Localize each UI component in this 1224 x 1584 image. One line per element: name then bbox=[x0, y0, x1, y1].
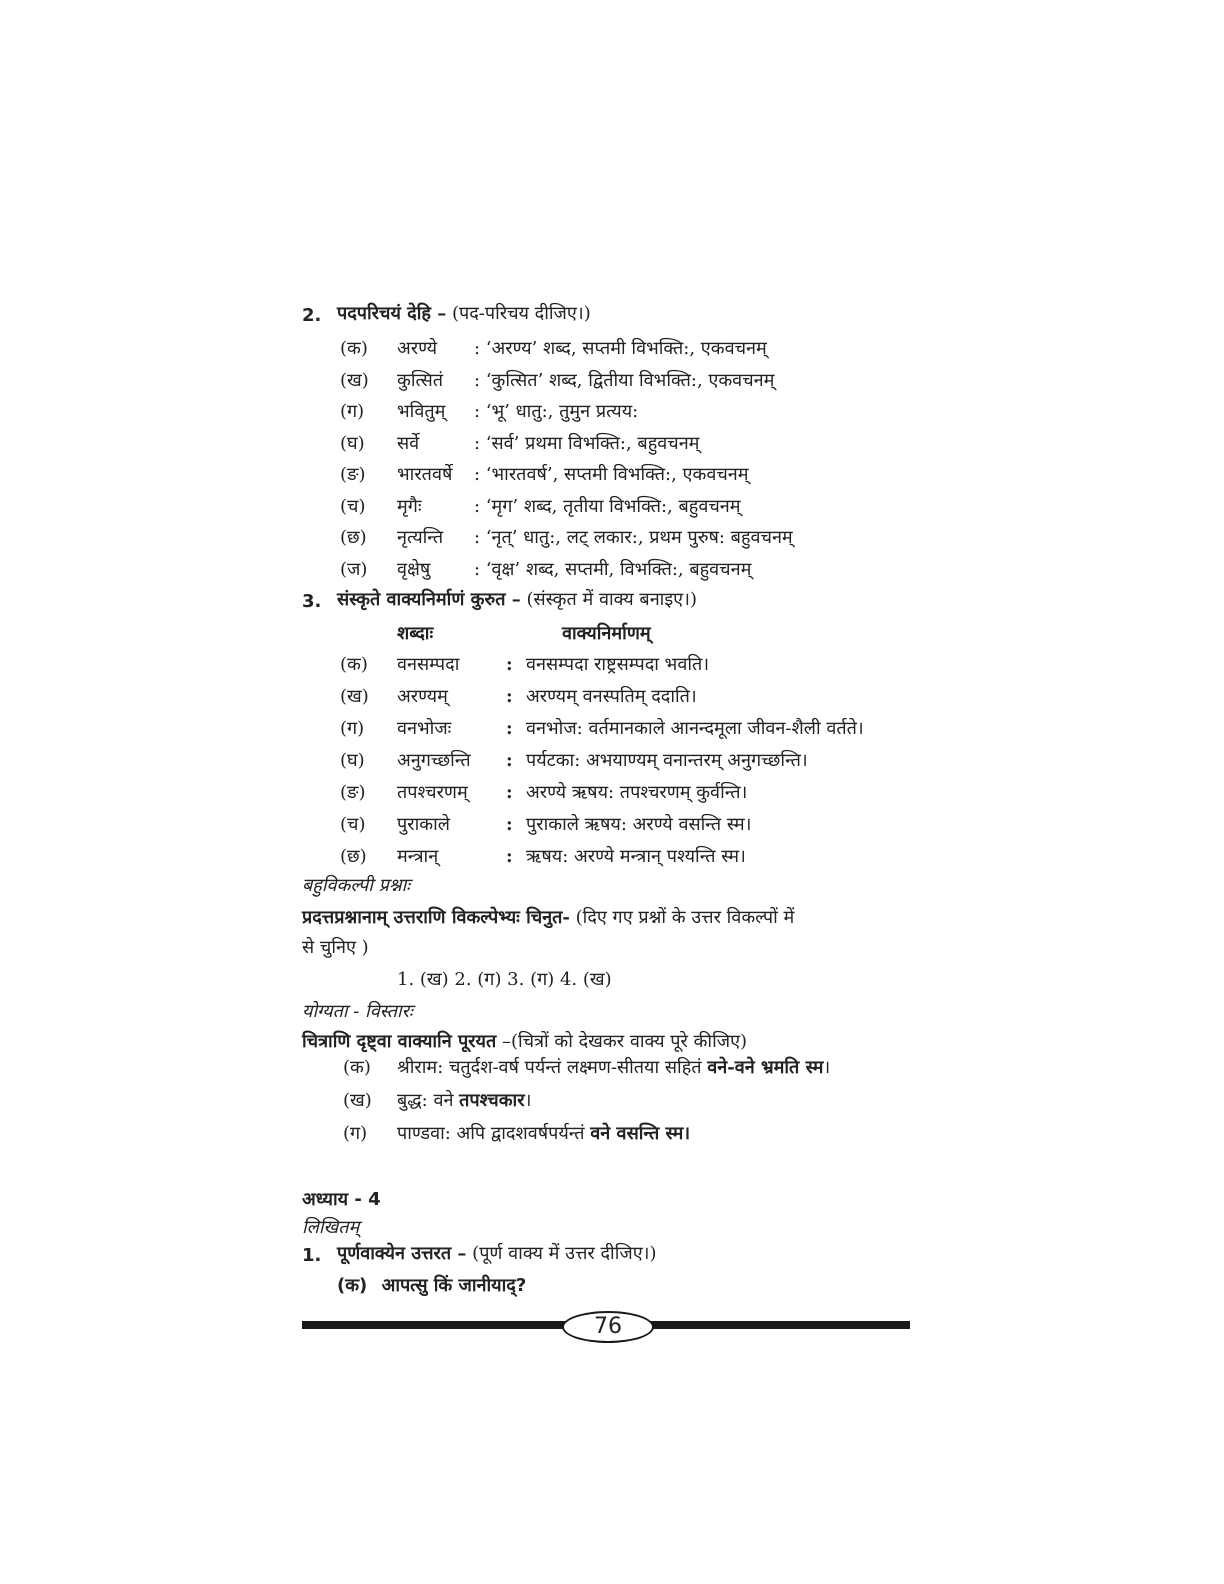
list-item-colon: : bbox=[506, 750, 513, 771]
list-item-word: सर्वे bbox=[397, 432, 420, 454]
list-item-label: (ख) bbox=[340, 686, 369, 707]
mcq-instruction-hint: (दिए गए प्रश्नों के उत्तर विकल्पों में bbox=[575, 907, 795, 928]
list-item-label: (ख) bbox=[340, 369, 369, 391]
chapter-subheading: लिखितम् bbox=[302, 1217, 360, 1238]
list-item-text-end: । bbox=[524, 1090, 532, 1111]
list-item-label: (घ) bbox=[340, 432, 365, 454]
list-item-description: : ‘सर्व’ प्रथमा विभक्ति:, बहुवचनम् bbox=[474, 432, 700, 454]
page-number: 76 bbox=[562, 1311, 654, 1343]
list-item-label: (ग) bbox=[343, 1123, 368, 1144]
list-item-description: : ‘अरण्य’ शब्द, सप्तमी विभक्ति:, एकवचनम् bbox=[474, 338, 767, 359]
list-item-word: भवितुम् bbox=[397, 401, 446, 422]
list-item-word: मृगैः bbox=[397, 495, 422, 517]
mcq-instruction bbox=[302, 906, 794, 930]
list-item-colon: : bbox=[506, 814, 513, 835]
chapter-heading: अध्याय - 4 bbox=[302, 1189, 381, 1210]
mcq-heading: बहुविकल्पी प्रश्नाः bbox=[302, 875, 410, 896]
section-3-title: संस्कृते वाक्यनिर्माणं कुरुत – bbox=[337, 589, 521, 610]
list-item-sentence: पुराकाले ऋषय: अरण्ये वसन्ति स्म। bbox=[526, 814, 752, 835]
list-item-text bbox=[397, 1056, 830, 1080]
list-item-sentence: अरण्ये ऋषय: तपश्चरणम् कुर्वन्ति। bbox=[526, 782, 748, 803]
list-item-text-bold: वने वसन्ति स्म। bbox=[590, 1123, 691, 1144]
list-item-description: : ‘वृक्ष’ शब्द, सप्तमी, विभक्ति:, बहुवचनम् bbox=[474, 558, 752, 580]
list-item-word: अरण्ये bbox=[397, 338, 438, 359]
list-item-label: (छ) bbox=[340, 846, 367, 867]
list-item-colon: : bbox=[506, 654, 513, 675]
list-item-word: अरण्यम् bbox=[397, 686, 448, 707]
question-1-number: 1. bbox=[302, 1245, 322, 1266]
question-1a-text: आपत्सु किं जानीयाद्? bbox=[381, 1275, 527, 1296]
list-item-colon: : bbox=[506, 718, 513, 739]
list-item-label: (ङ) bbox=[340, 464, 366, 485]
list-item-word: वनसम्पदा bbox=[397, 654, 460, 675]
list-item-label: (घ) bbox=[340, 750, 365, 771]
yogyata-heading: योग्यता - विस्तारः bbox=[302, 1001, 413, 1022]
list-item-label: (क) bbox=[343, 1057, 371, 1078]
list-item-word: वृक्षेषु bbox=[397, 558, 431, 580]
list-item-colon: : bbox=[506, 686, 513, 707]
list-item-text bbox=[397, 1089, 531, 1113]
list-item-description: : ‘नृत्’ धातु:, लट् लकार:, प्रथम पुरुष: बहुवचनम् bbox=[474, 527, 793, 548]
question-1a-label: (क) bbox=[337, 1275, 368, 1296]
list-item-text bbox=[397, 1122, 690, 1146]
section-2-hint: (पद-परिचय दीजिए।) bbox=[451, 303, 591, 324]
list-item-word: मन्त्रान् bbox=[397, 846, 439, 867]
list-item-text-bold: तपश्चकार bbox=[459, 1090, 525, 1111]
list-item-label: (च) bbox=[340, 495, 366, 517]
yogyata-instruction-hint: –(चित्रों को देखकर वाक्य पूरे कीजिए) bbox=[501, 1031, 748, 1052]
list-item-sentence: ऋषय: अरण्ये मन्त्रान् पश्यन्ति स्म। bbox=[526, 846, 746, 867]
list-item-text-end: । bbox=[823, 1057, 831, 1078]
list-item-word: अनुगच्छन्ति bbox=[397, 750, 471, 771]
section-3-heading bbox=[337, 588, 697, 612]
yogyata-instruction bbox=[302, 1030, 747, 1054]
list-item-word: पुराकाले bbox=[397, 814, 450, 835]
yogyata-instruction-bold: चित्राणि दृष्ट्वा वाक्यानि पूरयत bbox=[302, 1031, 497, 1052]
list-item-label: (ज) bbox=[340, 558, 368, 580]
list-item-description: : ‘भू’ धातु:, तुमुन प्रत्यय: bbox=[474, 401, 639, 422]
list-item-label: (ग) bbox=[340, 718, 365, 739]
question-1-heading bbox=[337, 1242, 657, 1266]
section-2-title: पदपरिचयं देहि – bbox=[337, 303, 447, 324]
list-item-label: (छ) bbox=[340, 527, 367, 548]
list-item-sentence: वनसम्पदा राष्ट्रसम्पदा भवति। bbox=[526, 654, 710, 675]
list-item-colon: : bbox=[506, 782, 513, 803]
list-item-text-plain: बुद्ध: वने bbox=[397, 1090, 460, 1111]
question-1-title: पूर्णवाक्येन उत्तरत – bbox=[337, 1243, 467, 1264]
list-item-label: (क) bbox=[340, 654, 368, 675]
list-item-word: कुत्सितं bbox=[397, 369, 444, 391]
list-item-label: (ङ) bbox=[340, 782, 366, 803]
list-item-word: वनभोजः bbox=[397, 718, 452, 739]
list-item-text-plain: श्रीराम: चतुर्दश-वर्ष पर्यन्तं लक्ष्मण-सीतया सहितं bbox=[397, 1057, 708, 1078]
question-1-hint: (पूर्ण वाक्य में उत्तर दीजिए।) bbox=[472, 1243, 657, 1264]
mcq-instruction-hint-cont: से चुनिए ) bbox=[302, 937, 369, 958]
section-2-heading bbox=[337, 302, 591, 326]
list-item-text-plain: पाण्डवा: अपि द्वादशवर्षपर्यन्तं bbox=[397, 1123, 591, 1144]
list-item-description: : ‘भारतवर्ष’, सप्तमी विभक्ति:, एकवचनम् bbox=[474, 464, 749, 485]
list-item-word: नृत्यन्ति bbox=[397, 527, 444, 548]
list-item-word: भारतवर्षे bbox=[397, 464, 453, 485]
section-3-number: 3. bbox=[302, 591, 322, 612]
column-header-words: शब्दाः bbox=[397, 623, 434, 644]
list-item-text-bold: वने-वने भ्रमति स्म bbox=[707, 1057, 824, 1078]
column-header-sentences: वाक्यनिर्माणम् bbox=[562, 623, 651, 644]
section-2-number: 2. bbox=[302, 305, 322, 326]
list-item-label: (ग) bbox=[340, 401, 365, 422]
question-1a bbox=[337, 1274, 526, 1298]
mcq-answers: 1. (ख) 2. (ग) 3. (ग) 4. (ख) bbox=[397, 969, 612, 990]
list-item-sentence: वनभोज: वर्तमानकाले आनन्दमूला जीवन-शैली वर्तते। bbox=[526, 718, 864, 739]
list-item-sentence: अरण्यम् वनस्पतिम् ददाति। bbox=[526, 686, 697, 707]
list-item-colon: : bbox=[506, 846, 513, 867]
list-item-description: : ‘मृग’ शब्द, तृतीया विभक्ति:, बहुवचनम् bbox=[474, 495, 741, 517]
list-item-sentence: पर्यटका: अभयाण्यम् वनान्तरम् अनुगच्छन्ति। bbox=[526, 750, 808, 771]
mcq-instruction-bold: प्रदत्तप्रश्नानाम् उत्तराणि विकल्पेभ्यः चिनुत- bbox=[302, 907, 570, 928]
list-item-label: (ख) bbox=[343, 1090, 372, 1111]
list-item-word: तपश्चरणम् bbox=[397, 782, 468, 803]
list-item-label: (च) bbox=[340, 814, 366, 835]
list-item-description: : ‘कुत्सित’ शब्द, द्वितीया विभक्ति:, एकवचनम् bbox=[474, 369, 775, 391]
section-3-hint: (संस्कृत में वाक्य बनाइए।) bbox=[526, 589, 697, 610]
list-item-label: (क) bbox=[340, 338, 368, 359]
